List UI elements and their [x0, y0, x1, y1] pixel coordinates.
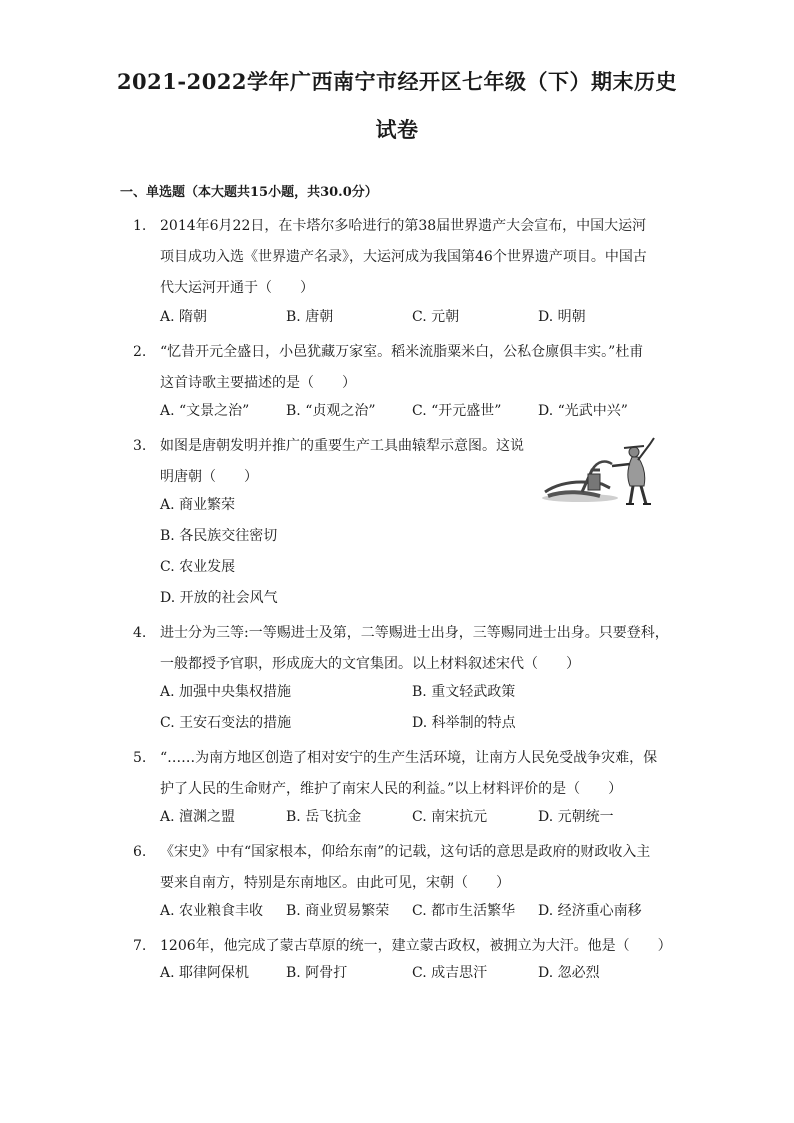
plough-illustration	[540, 430, 662, 510]
question-text-line: 如图是唐朝发明并推广的重要生产工具曲辕犁示意图。这说	[160, 438, 524, 454]
question-text-line: 要来自南方，特别是东南地区。由此可见，宋朝（ ）	[160, 875, 510, 891]
question-text-line: 明唐朝（ ）	[160, 469, 258, 485]
option-c[interactable]: C. 农业发展	[160, 559, 236, 575]
question-number: 6.	[133, 844, 147, 860]
question-number: 1.	[133, 218, 147, 234]
option-d[interactable]: D. 经济重心南移	[538, 903, 642, 919]
option-c[interactable]: C. 元朝	[412, 309, 460, 325]
option-a[interactable]: A. 隋朝	[160, 309, 208, 325]
question-number: 3.	[133, 438, 147, 454]
question-text-line: 1206年，他完成了蒙古草原的统一，建立蒙古政权，被拥立为大汗。他是（ ）	[160, 938, 672, 954]
question-text-line: “……为南方地区创造了相对安宁的生产生活环境，让南方人民免受战争灾难，保	[160, 750, 658, 766]
option-d[interactable]: D. 忽必烈	[538, 965, 600, 981]
option-b[interactable]: B. 各民族交往密切	[160, 528, 278, 544]
question-text-line: 代大运河开通于（ ）	[160, 280, 314, 296]
option-d[interactable]: D. 明朝	[538, 309, 586, 325]
option-a[interactable]: A. 加强中央集权措施	[160, 684, 292, 700]
question-text-line: “忆昔开元全盛日，小邑犹藏万家室。稻米流脂粟米白，公私仓廪俱丰实。”杜甫	[160, 344, 644, 360]
question-number: 4.	[133, 625, 147, 641]
option-c[interactable]: C. “开元盛世”	[412, 403, 502, 419]
question-text-line: 这首诗歌主要描述的是（ ）	[160, 375, 356, 391]
option-a[interactable]: A. 商业繁荣	[160, 497, 236, 513]
question-text-line: 护了人民的生命财产，维护了南宋人民的利益。”以上材料评价的是（ ）	[160, 781, 623, 797]
option-b[interactable]: B. 商业贸易繁荣	[286, 903, 390, 919]
option-a[interactable]: A. “文景之治”	[160, 403, 250, 419]
option-b[interactable]: B. 重文轻武政策	[412, 684, 516, 700]
option-c[interactable]: C. 都市生活繁华	[412, 903, 516, 919]
option-d[interactable]: D. 开放的社会风气	[160, 590, 278, 606]
question-text-line: 2014年6月22日，在卡塔尔多哈进行的第38届世界遗产大会宣布，中国大运河	[160, 218, 647, 234]
question-number: 5.	[133, 750, 147, 766]
option-d[interactable]: D. 科举制的特点	[412, 715, 516, 731]
option-c[interactable]: C. 南宋抗元	[412, 809, 488, 825]
option-a[interactable]: A. 澶渊之盟	[160, 809, 236, 825]
option-a[interactable]: A. 农业粮食丰收	[160, 903, 264, 919]
option-c[interactable]: C. 王安石变法的措施	[160, 715, 292, 731]
exam-title-line2: 试卷	[375, 117, 419, 142]
option-d[interactable]: D. 元朝统一	[538, 809, 614, 825]
question-text-line: 项目成功入选《世界遗产名录》，大运河成为我国第46个世界遗产项目。中国古	[160, 249, 647, 265]
question-text-line: 进士分为三等:一等赐进士及第，二等赐进士出身，三等赐同进士出身。只要登科，	[160, 625, 669, 641]
option-b[interactable]: B. “贞观之治”	[286, 403, 376, 419]
option-b[interactable]: B. 阿骨打	[286, 965, 348, 981]
question-text-line: 《宋史》中有“国家根本，仰给东南”的记载，这句话的意思是政府的财政收入主	[160, 844, 651, 860]
option-d[interactable]: D. “光武中兴”	[538, 403, 628, 419]
option-b[interactable]: B. 岳飞抗金	[286, 809, 362, 825]
exam-title-line1: 2021-2022学年广西南宁市经开区七年级（下）期末历史	[116, 69, 678, 94]
question-text-line: 一般都授予官职，形成庞大的文官集团。以上材料叙述宋代（ ）	[160, 656, 580, 672]
option-b[interactable]: B. 唐朝	[286, 309, 334, 325]
question-number: 2.	[133, 344, 147, 360]
question-number: 7.	[133, 938, 147, 954]
option-c[interactable]: C. 成吉思汗	[412, 965, 488, 981]
section-heading: 一、单选题（本大题共15小题，共30.0分）	[120, 185, 378, 200]
option-a[interactable]: A. 耶律阿保机	[160, 965, 250, 981]
